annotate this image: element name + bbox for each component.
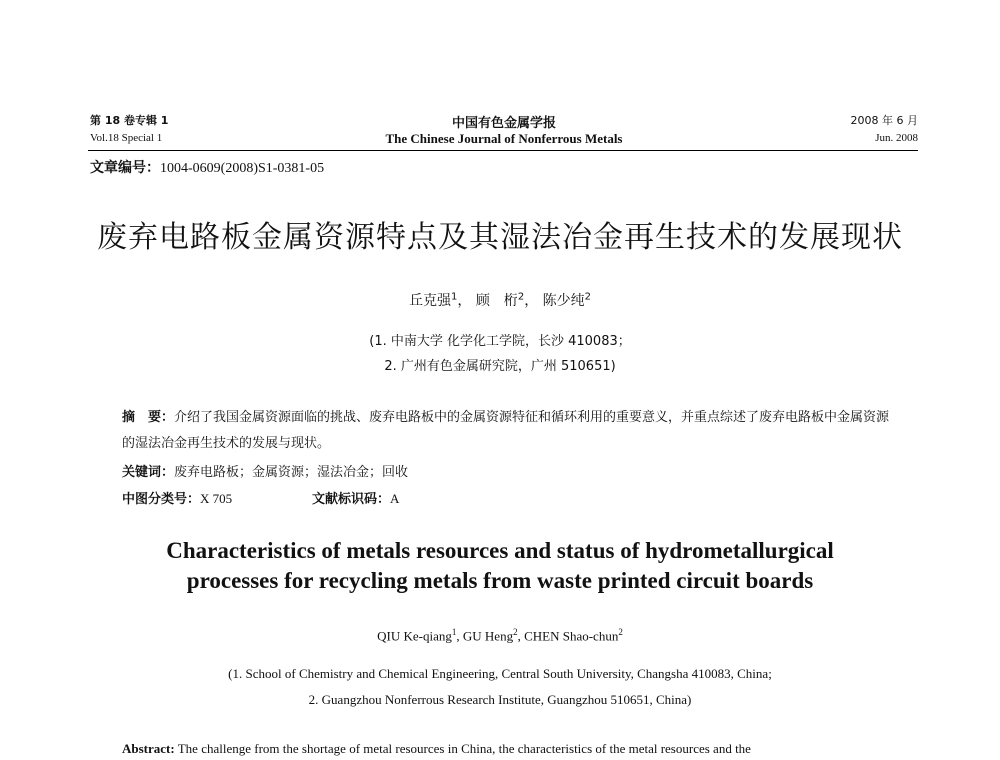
abstract-en xyxy=(122,741,751,757)
affiliation-cn-2: 2. 广州有色金属研究院，广州 510651) xyxy=(384,359,616,374)
title-cn: 废弃电路板金属资源特点及其湿法冶金再生技术的发展现状 xyxy=(97,220,903,255)
author-cn: 丘克强 xyxy=(408,293,451,309)
article-number-label: 文章编号： xyxy=(90,160,160,176)
author-en: QIU Ke-qiang xyxy=(377,628,452,644)
author-en: CHEN Shao-chun xyxy=(524,628,619,644)
author-sup: 2 xyxy=(584,291,592,303)
doc-code-label: 文献标识码： xyxy=(312,492,391,507)
volume-cn: 第 18 卷专辑 1 xyxy=(90,114,169,127)
abstract-cn xyxy=(122,405,902,457)
author-sup: 2 xyxy=(517,291,525,303)
journal-name-en: The Chinese Journal of Nonferrous Metals xyxy=(385,131,623,146)
abstract-en-text: The challenge from the shortage of metal resources in China, the characteristics of the metal resources and the xyxy=(177,741,751,756)
author-cn: 陈少纯 xyxy=(542,293,585,309)
keywords-cn-label: 关键词： xyxy=(122,465,175,480)
affiliation-cn-1: (1. 中南大学 化学化工学院，长沙 410083； xyxy=(369,334,631,349)
abstract-cn-label: 摘 要： xyxy=(122,410,175,425)
volume-en: Vol.18 Special 1 xyxy=(90,132,163,144)
title-en-line-2: processes for recycling metals from waste printed circuit boards xyxy=(186,568,814,593)
author-sup: 1 xyxy=(450,291,458,303)
date-en: Jun. 2008 xyxy=(875,132,918,144)
abstract-en-label: Abstract: xyxy=(122,741,175,756)
keywords-cn-text: 废弃电路板；金属资源；湿法冶金；回收 xyxy=(174,465,409,480)
doc-code-value: A xyxy=(390,491,400,506)
classification-cn xyxy=(122,488,400,507)
classification-value: X 705 xyxy=(200,491,233,506)
article-number xyxy=(90,157,324,177)
affiliation-en-1: (1. School of Chemistry and Chemical Engineering, Central South University, Changsha 410083, China; xyxy=(228,666,772,681)
affiliation-en-2: 2. Guangzhou Nonferrous Research Institute, Guangzhou 510651, China) xyxy=(308,692,692,707)
article-number-value: 1004-0609(2008)S1-0381-05 xyxy=(160,161,325,176)
classification-label: 中图分类号： xyxy=(122,492,201,507)
authors-cn: 丘克强$^1$， 顾 桁$^2$， 陈少纯$^2$ xyxy=(408,291,592,309)
title-en-line-1: Characteristics of metals resources and status of hydrometallurgical xyxy=(166,538,834,563)
authors-en: QIU Ke-qiang$^1$, GU Heng$^2$, CHEN Shao-chun$^2$ xyxy=(377,627,623,644)
doc-code xyxy=(312,488,399,507)
author-cn: 顾 桁 xyxy=(475,293,518,309)
author-sup: 1 xyxy=(451,627,457,637)
title-en xyxy=(0,536,1000,596)
date-cn: 2008 年 6 月 xyxy=(850,114,918,127)
author-en: GU Heng xyxy=(462,628,514,644)
header-rule xyxy=(88,150,918,151)
journal-name-cn: 中国有色金属学报 xyxy=(451,116,556,131)
keywords-cn xyxy=(122,461,408,480)
author-sup: 2 xyxy=(513,627,518,637)
abstract-cn-text: 介绍了我国金属资源面临的挑战、废弃电路板中的金属资源特征和循环利用的重要意义，并重点综述了废弃电路板中金属资源的湿法冶金再生技术的发展与现状。 xyxy=(122,410,890,451)
author-sup: 2 xyxy=(618,627,623,637)
running-header xyxy=(90,112,918,150)
